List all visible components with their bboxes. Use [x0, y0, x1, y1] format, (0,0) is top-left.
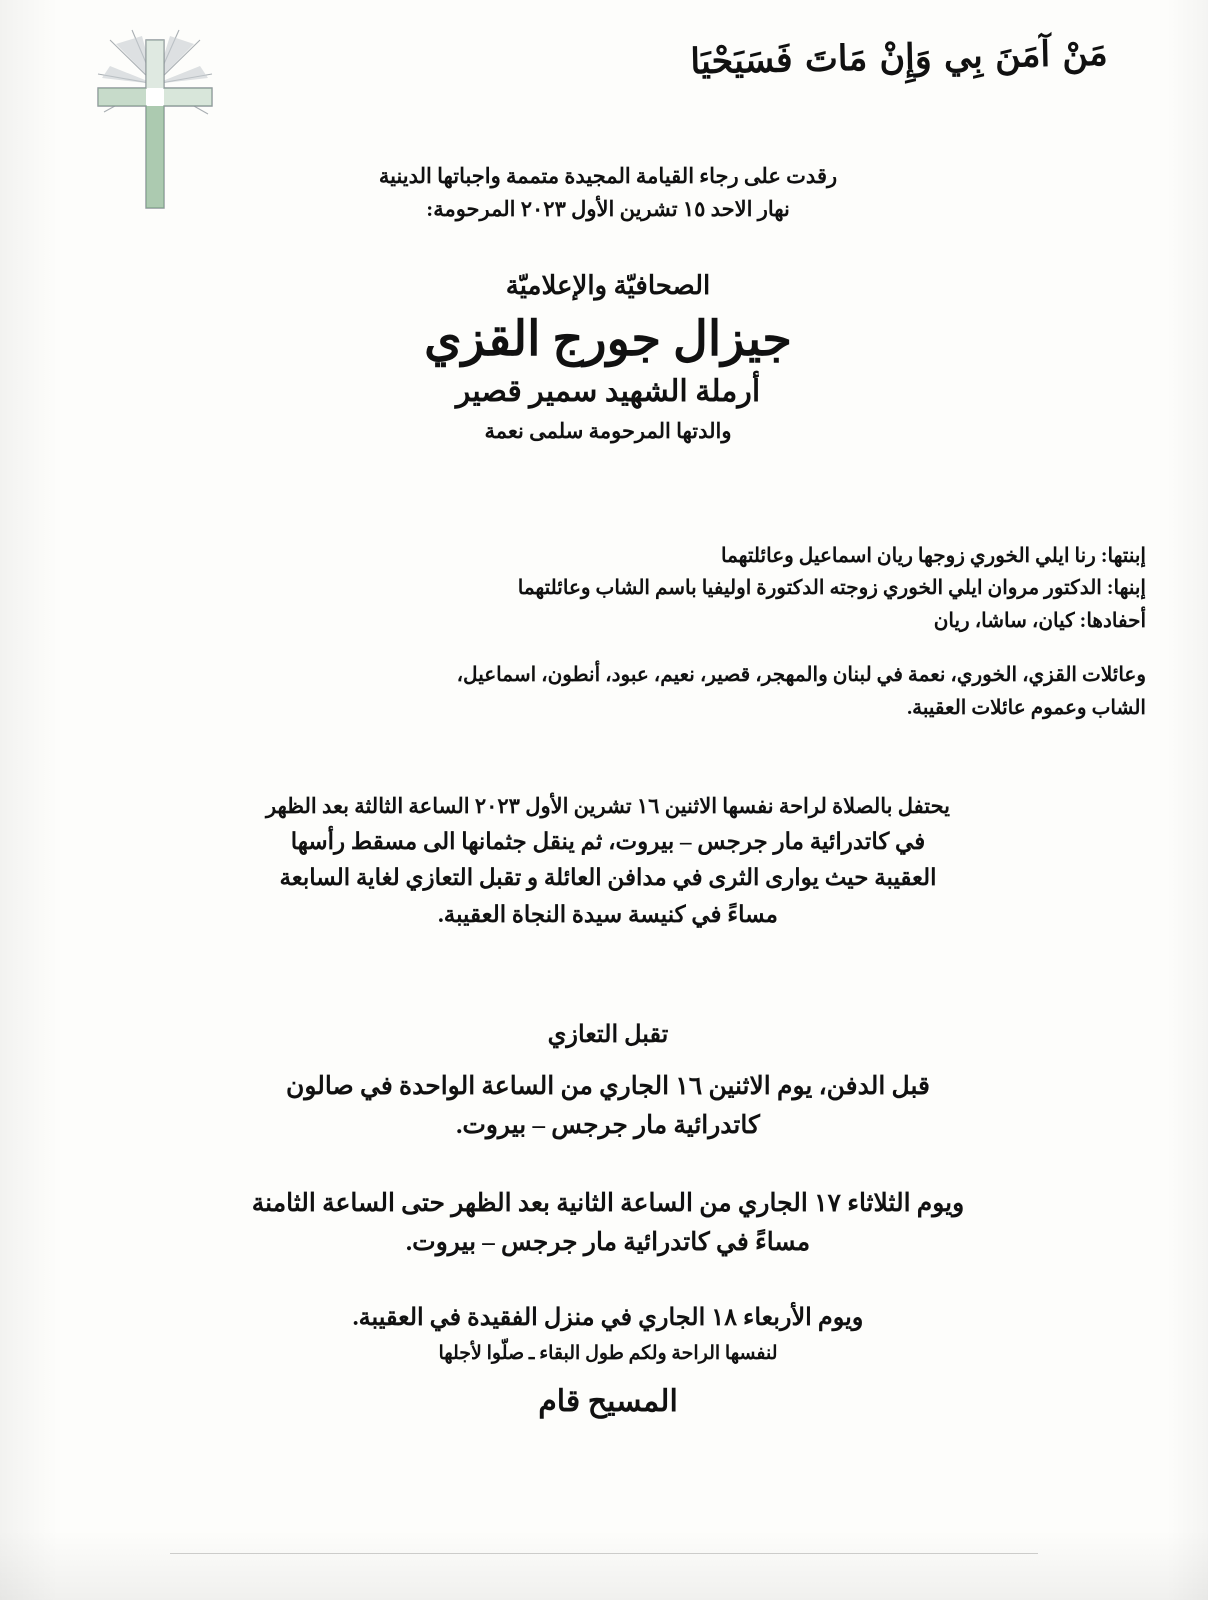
condolences-wednesday-line-1: ويوم الأربعاء ١٨ الجاري في منزل الفقيدة في العقيبة. — [352, 1305, 864, 1331]
families-line-1: وعائلات القزي، الخوري، نعمة في لبنان والمهجر، قصير، نعيم، عبود، أنطون، اسماعيل، — [456, 664, 1146, 687]
condolences-tuesday-line-2: مساءً في كاتدرائية مار جرجس – بيروت. — [405, 1228, 811, 1256]
relatives-block — [70, 540, 1146, 724]
condolences-heading: تقبل التعازي — [547, 1022, 669, 1048]
intro-line-1: رقدت على رجاء القيامة المجيدة متممة واجباتها الدينية — [378, 164, 838, 188]
service-line-1: يحتفل بالصلاة لراحة نفسها الاثنين ١٦ تشرين الأول ٢٠٢٣ الساعة الثالثة بعد الظهر — [265, 794, 951, 818]
families-line-2: الشاب وعموم عائلات العقيبة. — [907, 696, 1146, 719]
families-block — [70, 659, 1146, 724]
service-line-3: العقيبة حيث يوارى الثرى في مدافن العائلة و تقبل التعازي لغاية السابعة — [279, 865, 937, 891]
mother-label: والدتها المرحومة سلمى نعمة — [484, 418, 732, 443]
intro-block — [70, 160, 1146, 225]
christ-is-risen: المسيح قام — [538, 1384, 678, 1418]
deceased-title-block — [70, 268, 1146, 446]
deceased-name: جيزال جورج القزي — [424, 313, 792, 367]
service-line-4: مساءً في كنيسة سيدة النجاة العقيبة. — [438, 902, 778, 928]
scan-shadow-right — [1166, 0, 1208, 1600]
condolences-monday-line-2: كاتدرائية مار جرجس – بيروت. — [456, 1111, 760, 1139]
relative-line-son: إبنها: الدكتور مروان ايلي الخوري زوجته الدكتورة اوليفيا باسم الشاب وعائلتهما — [517, 577, 1146, 600]
condolences-monday-line-1: قبل الدفن، يوم الاثنين ١٦ الجاري من الساعة الواحدة في صالون — [286, 1073, 930, 1100]
service-details-block — [70, 790, 1146, 934]
scan-shadow-left — [0, 0, 58, 1600]
relative-line-daughter: إبنتها: رنا ايلي الخوري زوجها ريان اسماعيل وعائلتهما — [721, 545, 1146, 567]
document-content — [70, 0, 1146, 1600]
intro-line-2: نهار الاحد ١٥ تشرين الأول ٢٠٢٣ المرحومة: — [426, 196, 790, 221]
condolences-entry-monday — [70, 1068, 1146, 1146]
profession-label: الصحافيّة والإعلاميّة — [505, 271, 711, 300]
condolences-tuesday-line-1: ويوم الثلاثاء ١٧ الجاري من الساعة الثانية بعد الظهر حتى الساعة الثامنة — [251, 1190, 965, 1217]
widow-of-label: أرملة الشهيد سمير قصير — [455, 375, 761, 409]
closing-blessing: لنفسها الراحة ولكم طول البقاء ـ صلّوا لأجلها — [438, 1343, 778, 1364]
condolences-entry-tuesday — [70, 1185, 1146, 1263]
scripture-verse: مَنْ آمَنَ بِي وَإِنْ مَاتَ فَسَيَحْيَا — [689, 32, 1109, 83]
condolences-entry-wednesday — [70, 1300, 1146, 1424]
relative-line-grandchildren: أحفادها: كيان، ساشا، ريان — [933, 609, 1146, 632]
service-line-2: في كاتدرائية مار جرجس – بيروت، ثم ينقل جثمانها الى مسقط رأسها — [290, 828, 926, 854]
